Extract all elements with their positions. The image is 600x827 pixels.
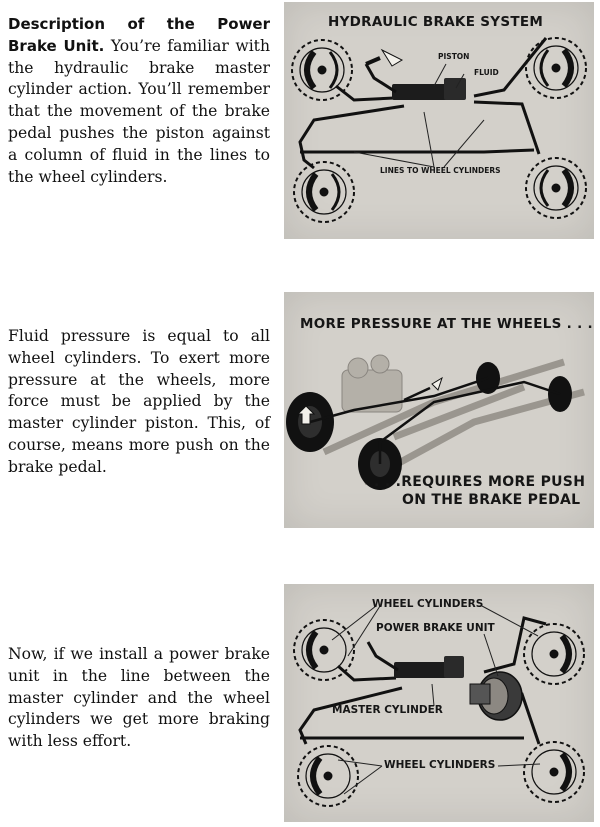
power-brake-unit-label: POWER BRAKE UNIT — [376, 622, 495, 634]
power-brake-unit — [470, 672, 522, 720]
master-cylinder-label: MASTER CYLINDER — [332, 704, 443, 716]
master-cylinder — [368, 642, 464, 678]
wheel-cylinders-label-top: WHEEL CYLINDERS — [372, 598, 484, 610]
master-cylinder — [366, 58, 466, 100]
lines-label: LINES TO WHEEL CYLINDERS — [380, 166, 501, 175]
figure-title: MORE PRESSURE AT THE WHEELS . . . — [300, 316, 593, 332]
pedal-arrow-icon — [432, 378, 442, 390]
brake-lines — [300, 38, 546, 168]
caption-line-2: ON THE BRAKE PEDAL — [402, 492, 581, 508]
power-brake-paragraph: Now, if we install a power brake unit in the line between the master cylinder and the wheel cylinders we get more braking with less effort. — [8, 645, 270, 751]
wheel-rear-right — [524, 742, 584, 802]
fluid-label: FLUID — [474, 68, 499, 77]
description-paragraph — [8, 14, 270, 188]
wheel-rear-right — [526, 158, 586, 218]
caption-line-1: . . .REQUIRES MORE PUSH — [374, 474, 586, 490]
section-heading: Description of the Power Brake Unit. — [8, 15, 270, 55]
wheel-rear-left — [298, 746, 358, 806]
wheel-rear-left — [294, 162, 354, 222]
power-brake-diagram — [284, 584, 594, 822]
wheel-front-right — [526, 38, 586, 98]
figure-title: HYDRAULIC BRAKE SYSTEM — [328, 14, 544, 30]
pedal-arrow-icon — [382, 50, 402, 66]
fluid-pressure-paragraph: Fluid pressure is equal to all wheel cylinders. To exert more pressure at the wheels, more force must be applied by the master cylinder piston. This, of course, means more push on the brake pedal. — [8, 327, 270, 476]
power-brake-unit-figure — [284, 584, 594, 822]
description-body: You’re familiar with the hydraulic brake master cylinder action. You’ll remember that the movement of the brake pedal pushes the piston against a column of fluid in the lines to the wheel cylinders. — [8, 36, 270, 186]
piston-label: PISTON — [438, 52, 470, 61]
hydraulic-brake-system-figure — [284, 2, 594, 239]
more-pressure-figure — [284, 292, 594, 528]
wheel-cylinders-label-bottom: WHEEL CYLINDERS — [384, 759, 496, 771]
hydraulic-brake-diagram — [284, 2, 594, 239]
